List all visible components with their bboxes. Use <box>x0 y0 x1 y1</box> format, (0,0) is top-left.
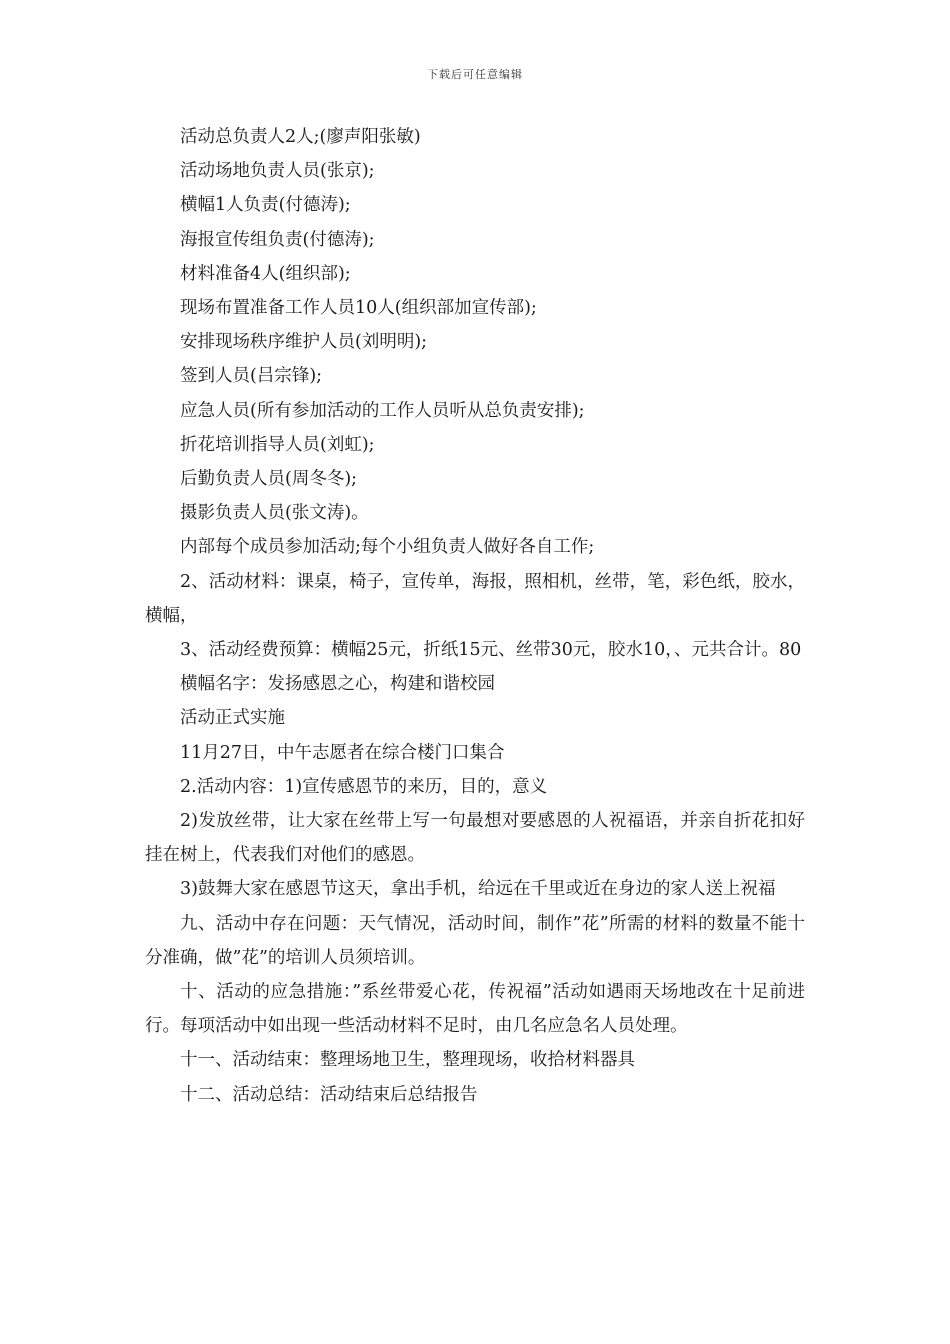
paragraph: 横幅1人负责(付德涛); <box>180 195 351 216</box>
paragraph: 十二、活动总结：活动结束后总结报告 <box>180 1084 478 1105</box>
paragraph: 3)鼓舞大家在感恩节这天，拿出手机，给远在千里或近在身边的家人送上祝福 <box>180 879 776 900</box>
paragraph: 九、活动中存在问题：天气情况，活动时间，制作”花”所需的材料的数量不能十分准确，做”花”的培训人员须培训。 <box>145 913 805 968</box>
paragraph: 摄影负责人员(张文涛)。 <box>180 503 369 524</box>
paragraph: 3、活动经费预算：横幅25元，折纸15元、丝带30元，胶水10，、元共合计。80 <box>180 640 802 661</box>
paragraph: 材料准备4人(组织部); <box>180 263 351 284</box>
paragraph: 横幅名字：发扬感恩之心，构建和谐校园 <box>180 674 495 695</box>
document-body <box>145 120 805 1112</box>
paragraph: 2.活动内容：1)宣传感恩节的来历，目的，意义 <box>180 776 548 797</box>
paragraph: 十一、活动结束：整理场地卫生，整理现场，收拾材料器具 <box>180 1050 635 1071</box>
paragraph: 活动场地负责人员(张京); <box>180 161 375 182</box>
paragraph: 十、活动的应急措施：”系丝带爱心花，传祝福”活动如遇雨天场地改在十足前进行。每项活动中如出现一些活动材料不足时，由几名应急名人员处理。 <box>145 982 805 1037</box>
paragraph: 2、活动材料：课桌，椅子，宣传单，海报，照相机，丝带，笔，彩色纸，胶水，横幅， <box>145 571 805 626</box>
paragraph: 安排现场秩序维护人员(刘明明); <box>180 332 428 353</box>
paragraph: 签到人员(吕宗锋); <box>180 366 323 387</box>
paragraph: 内部每个成员参加活动;每个小组负责人做好各自工作; <box>180 537 595 558</box>
paragraph: 现场布置准备工作人员10人(组织部加宣传部); <box>180 298 537 319</box>
paragraph: 活动总负责人2人;(廖声阳张敏) <box>180 127 421 147</box>
paragraph: 2)发放丝带，让大家在丝带上写一句最想对要感恩的人祝福语，并亲自折花扣好挂在树上，代表我们对他们的感恩。 <box>145 811 805 866</box>
paragraph: 应急人员(所有参加活动的工作人员听从总负责安排); <box>180 400 585 421</box>
paragraph: 活动正式实施 <box>180 708 285 729</box>
paragraph: 折花培训指导人员(刘虹); <box>180 434 375 455</box>
paragraph: 11月27日，中午志愿者在综合楼门口集合 <box>180 742 505 763</box>
page-header-note: 下载后可任意编辑 <box>427 68 523 81</box>
paragraph: 海报宣传组负责(付德涛); <box>180 229 375 250</box>
paragraph: 后勤负责人员(周冬冬); <box>180 469 358 490</box>
